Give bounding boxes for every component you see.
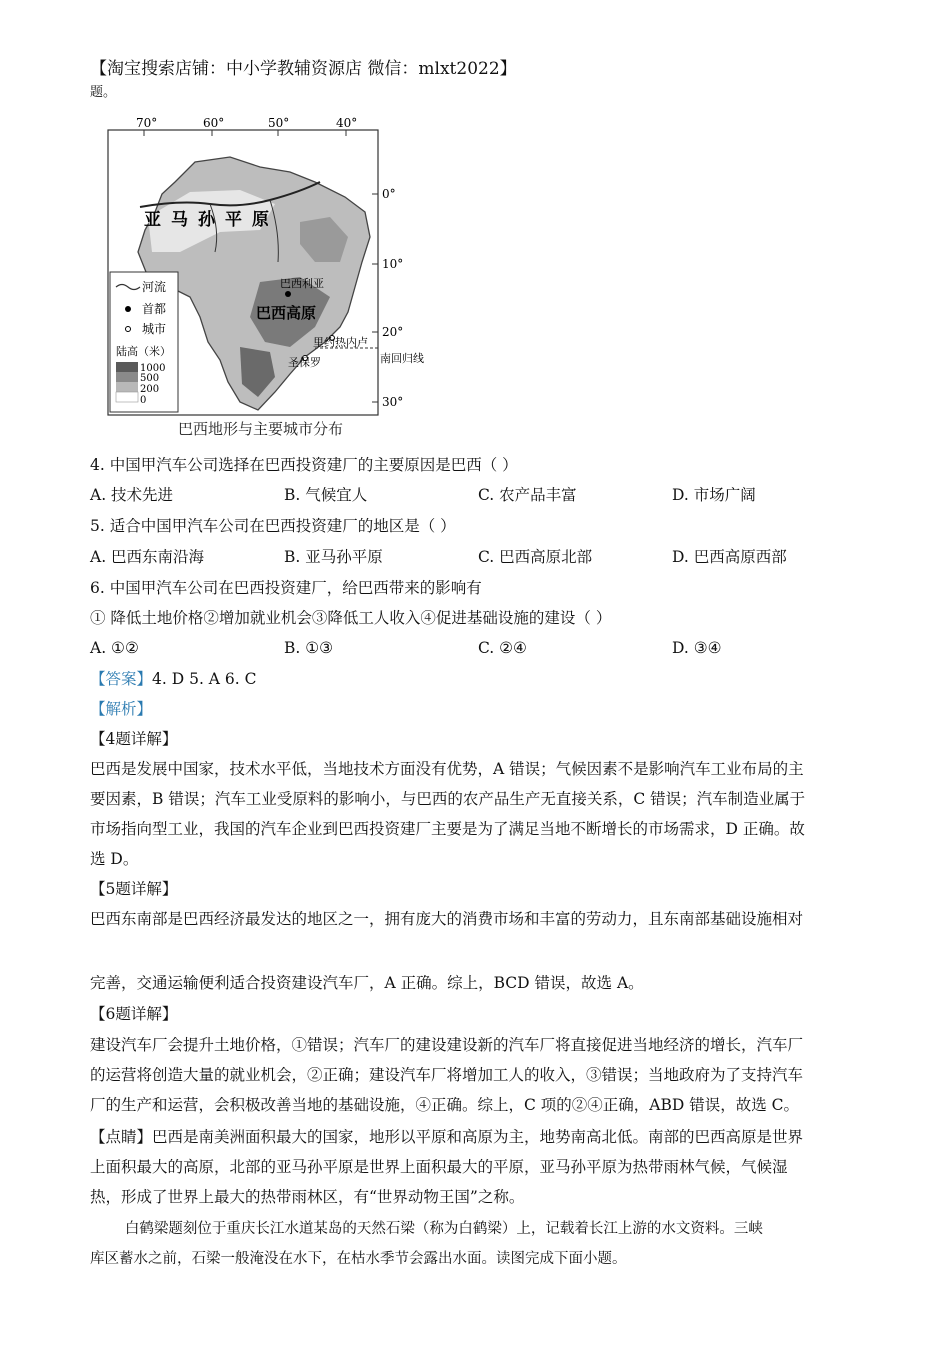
q5-option-b: B. 亚马孙平原 <box>284 548 383 566</box>
q4-option-b: B. 气候宜人 <box>284 486 368 504</box>
paragraph-line: 上面积最大的高原，北部的亚马孙平原是世界上面积最大的平原，亚马孙平原为热带雨林气候，气候湿 <box>90 1158 788 1176</box>
paragraph-line: 库区蓄水之前，石梁一般淹没在水下，在枯水季节会露出水面。读图完成下面小题。 <box>90 1251 627 1267</box>
shop-header: 【淘宝搜索店铺：中小学教辅资源店 微信：mlxt2022】 <box>90 59 517 79</box>
paragraph-line: 的运营将创造大量的就业机会，②正确；建设汽车厂将增加工人的收入，③错误；当地政府为了支持汽车 <box>90 1066 804 1084</box>
q4-option-d: D. 市场广阔 <box>672 486 756 504</box>
city-label-rio: 里约热内卢 <box>313 336 368 349</box>
detail-5-body-cont <box>90 968 862 998</box>
city-label-saopaulo: 圣保罗 <box>288 356 321 369</box>
paragraph-line: 建设汽车厂会提升土地价格，①错误；汽车厂的建设建设新的汽车厂将直接促进当地经济的增长，汽车厂 <box>90 1036 804 1054</box>
question-6-stem: 6. 中国甲汽车公司在巴西投资建厂，给巴西带来的影响有 <box>90 579 482 597</box>
city-label-brasilia: 巴西利亚 <box>280 277 324 290</box>
detail-5-title: 【5题详解】 <box>90 880 178 898</box>
next-question-intro <box>90 1214 862 1274</box>
capital-marker <box>285 291 291 297</box>
map-caption: 巴西地形与主要城市分布 <box>178 420 344 438</box>
answer-label: 【答案】 <box>90 670 153 688</box>
lat-label: 0° <box>382 187 396 201</box>
lat-label: 30° <box>382 395 404 409</box>
paragraph-line: 完善，交通运输便利适合投资建设汽车厂，A 正确。综上，BCD 错误，故选 A。 <box>90 974 644 992</box>
svg-text:河流: 河流 <box>142 280 167 294</box>
analysis-label: 【解析】 <box>90 700 153 718</box>
lon-label: 70° <box>136 116 158 130</box>
q5-option-c: C. 巴西高原北部 <box>478 548 593 566</box>
q4-option-c: C. 农产品丰富 <box>478 486 577 504</box>
city-legend-icon <box>126 327 131 332</box>
q6-option-d: D. ③④ <box>672 639 722 657</box>
q5-option-a: A. 巴西东南沿海 <box>90 548 205 566</box>
tropic-label: 南回归线 <box>380 352 424 365</box>
svg-text:200: 200 <box>140 384 160 395</box>
question-4-stem: 4. 中国甲汽车公司选择在巴西投资建厂的主要原因是巴西（ ） <box>90 456 518 474</box>
q6-option-a: A. ①② <box>90 639 139 657</box>
capital-legend-icon <box>125 306 131 312</box>
answer-line <box>90 668 257 690</box>
paragraph-line: 白鹤梁题刻位于重庆长江水道某岛的天然石梁（称为白鹤梁）上，记载着长江上游的水文资料。三峡 <box>90 1221 763 1237</box>
lon-label: 60° <box>203 116 225 130</box>
q6-option-c: C. ②④ <box>478 639 527 657</box>
lat-label: 20° <box>382 325 404 339</box>
answer-text: 4. D 5. A 6. C <box>152 670 257 688</box>
brazil-terrain-map <box>100 112 440 442</box>
detail-4-body <box>90 754 862 874</box>
svg-text:陆高（米）: 陆高（米） <box>116 345 171 358</box>
paragraph-line: 巴西东南部是巴西经济最发达的地区之一，拥有庞大的消费市场和丰富的劳动力，且东南部基础设施相对 <box>90 910 804 928</box>
svg-text:0: 0 <box>140 395 147 406</box>
lat-label: 10° <box>382 257 404 271</box>
paragraph-line: 热，形成了世界上最大的热带雨林区，有“世界动物王国”之称。 <box>90 1188 525 1206</box>
tips-paragraph <box>90 1122 862 1212</box>
paragraph-line: 厂的生产和运营，会积极改善当地的基础设施，④正确。综上，C 项的②④正确，ABD 错误，故选 C。 <box>90 1096 800 1114</box>
detail-6-body <box>90 1030 862 1120</box>
previous-question-tail: 题。 <box>90 85 117 100</box>
paragraph-line: 【点睛】巴西是南美洲面积最大的国家，地形以平原和高原为主，地势南高北低。南部的巴西高原是世界 <box>90 1128 804 1146</box>
paragraph-line: 选 D。 <box>90 850 139 868</box>
paragraph-line: 要因素，B 错误；汽车工业受原料的影响小，与巴西的农产品生产无直接关系，C 错误；汽车制造业属于 <box>90 790 806 808</box>
q6-option-b: B. ①③ <box>284 639 334 657</box>
question-6-sub: ① 降低土地价格②增加就业机会③降低工人收入④促进基础设施的建设（ ） <box>90 609 612 627</box>
svg-text:1000: 1000 <box>140 363 166 374</box>
question-5-stem: 5. 适合中国甲汽车公司在巴西投资建厂的地区是（ ） <box>90 517 456 535</box>
svg-text:500: 500 <box>140 373 160 384</box>
q5-option-d: D. 巴西高原西部 <box>672 548 787 566</box>
detail-6-title: 【6题详解】 <box>90 1005 178 1023</box>
q4-option-a: A. 技术先进 <box>90 486 174 504</box>
paragraph-line: 巴西是发展中国家，技术水平低，当地技术方面没有优势，A 错误；气候因素不是影响汽车工业布局的主 <box>90 760 804 778</box>
svg-text:城市: 城市 <box>142 322 167 336</box>
detail-4-title: 【4题详解】 <box>90 730 178 748</box>
lon-label: 50° <box>268 116 290 130</box>
detail-5-body <box>90 904 862 934</box>
region-label-plateau: 巴西高原 <box>256 304 317 322</box>
paragraph-line: 市场指向型工业，我国的汽车企业到巴西投资建厂主要是为了满足当地不断增长的市场需求，D 正确。故 <box>90 820 805 838</box>
region-label-amazon: 亚马孙平原 <box>144 210 279 230</box>
svg-text:首都: 首都 <box>142 302 167 316</box>
lon-label: 40° <box>336 116 358 130</box>
